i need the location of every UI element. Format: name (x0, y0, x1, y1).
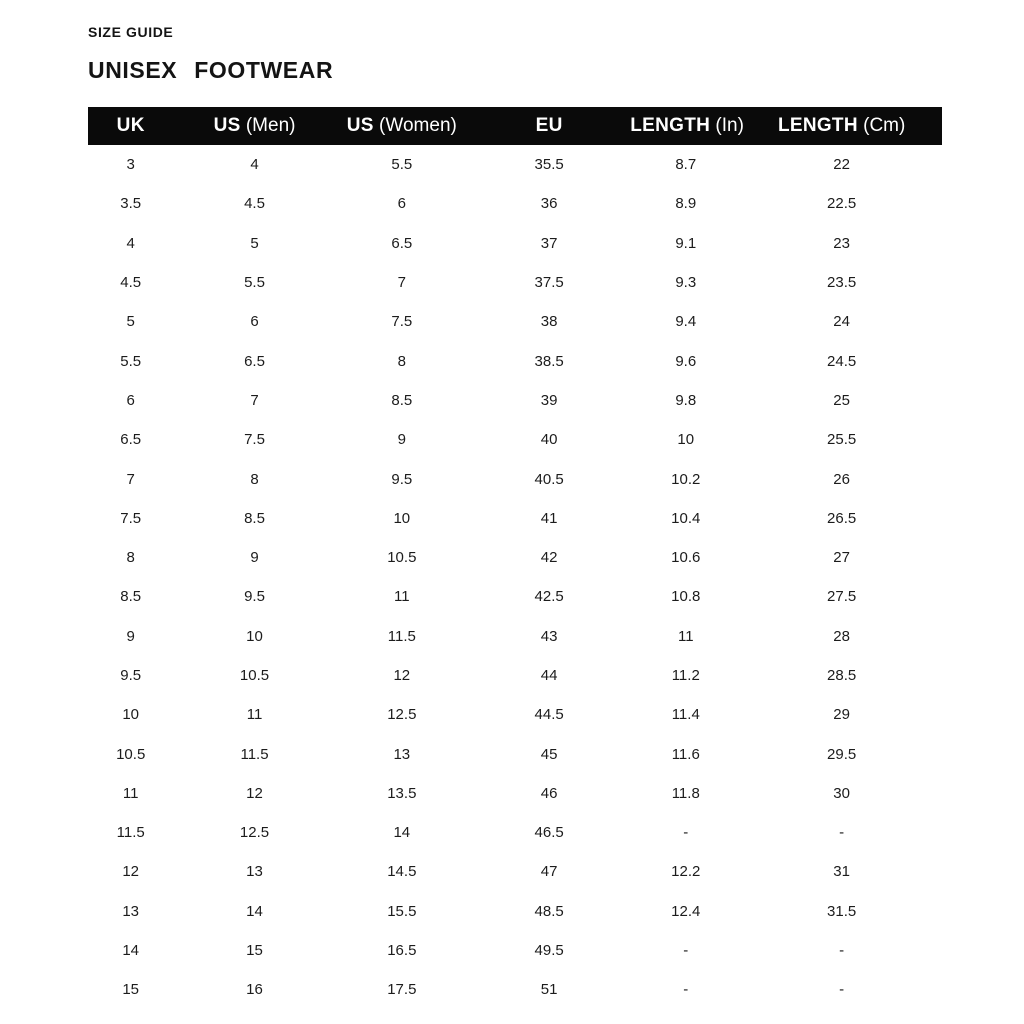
table-cell-us-men: 8 (250, 470, 259, 488)
table-cell-uk: 3 (126, 156, 135, 174)
table-cell-length-cm: 28.5 (827, 667, 857, 684)
table-cell-us-men: 10 (246, 627, 263, 645)
table-cell-uk: 9 (126, 627, 135, 645)
table-cell-uk: 11.5 (116, 824, 145, 842)
table-cell-eu: 35.5 (534, 156, 564, 174)
table-cell-us-men: 5.5 (244, 274, 265, 292)
table-cell-length-in: 10.2 (671, 470, 701, 488)
table-cell-uk: 3.5 (120, 195, 142, 213)
table-row (88, 892, 942, 931)
table-cell-eu: 47 (540, 863, 558, 881)
column-header-main: UK (116, 115, 145, 136)
table-cell-uk: 14 (122, 942, 140, 960)
table-cell-length-in: 9.4 (675, 313, 697, 331)
table-cell-uk: 7 (126, 470, 135, 488)
table-row (88, 577, 942, 616)
table-cell-us-women: 11.5 (387, 627, 416, 645)
page-title: UNISEX FOOTWEAR (88, 57, 334, 83)
table-row (88, 341, 942, 380)
column-header-length-cm (741, 107, 942, 145)
table-cell-us-women: 9.5 (391, 470, 413, 488)
table-cell-length-cm: 28 (833, 627, 850, 645)
table-cell-us-women: 8.5 (391, 391, 413, 409)
table-cell-length-in: 8.7 (675, 156, 697, 174)
table-cell-eu: 48.5 (534, 902, 564, 920)
table-cell-eu: 42 (540, 549, 558, 567)
table-row (88, 263, 942, 302)
table-cell-uk: 12 (122, 863, 140, 881)
table-cell-length-cm: 29.5 (827, 745, 857, 763)
table-cell-us-men: 9 (250, 549, 259, 567)
table-cell-length-in: 10.4 (671, 509, 701, 527)
column-header-sub: (In) (710, 115, 744, 136)
table-cell-uk: 13 (122, 902, 140, 920)
column-header-main: US (213, 115, 241, 136)
table-cell-length-cm: 29 (833, 706, 850, 724)
table-cell-eu: 44.5 (534, 706, 564, 724)
table-cell-uk: 4 (126, 234, 135, 252)
table-row (88, 302, 942, 341)
column-header-sub: (Men) (240, 115, 296, 136)
table-row (88, 656, 942, 695)
table-header-row (88, 107, 942, 145)
table-cell-length-cm: 26.5 (827, 509, 857, 527)
table-cell-us-women: 5.5 (391, 156, 413, 174)
table-cell-eu: 38 (540, 313, 558, 331)
table-row (88, 852, 942, 891)
table-cell-length-in: 9.1 (675, 234, 697, 252)
table-cell-length-in: 11.6 (671, 745, 700, 763)
table-cell-us-men: 4 (250, 156, 259, 174)
table-cell-uk: 15 (122, 981, 140, 999)
table-cell-length-cm: - (839, 942, 845, 960)
column-header-us-women (336, 107, 468, 145)
table-cell-length-cm: 30 (833, 784, 850, 802)
table-row (88, 734, 942, 773)
table-header-bar (88, 107, 942, 145)
table-cell-us-women: 6 (397, 195, 406, 213)
table-cell-us-men: 15 (246, 942, 263, 960)
table-row (88, 774, 942, 813)
table-row (88, 224, 942, 263)
table-cell-us-women: 14.5 (387, 863, 417, 881)
column-header-main: LENGTH (630, 115, 711, 136)
table-cell-length-cm: 31.5 (827, 902, 857, 920)
table-row (88, 813, 942, 852)
table-cell-us-men: 11.5 (240, 745, 269, 763)
column-header-uk (88, 107, 173, 145)
table-cell-us-men: 5 (250, 234, 259, 252)
table-cell-length-in: 9.6 (675, 352, 697, 370)
table-cell-us-men: 9.5 (244, 588, 265, 606)
table-cell-length-in: 9.3 (675, 274, 697, 292)
column-header-sub: (Cm) (857, 115, 906, 136)
table-row (88, 499, 942, 538)
table-cell-us-men: 14 (246, 902, 263, 920)
table-cell-uk: 6 (126, 391, 135, 409)
table-cell-eu: 51 (540, 981, 558, 999)
table-cell-eu: 37.5 (534, 274, 564, 292)
table-cell-length-cm: 24 (833, 313, 850, 331)
table-cell-uk: 10 (122, 706, 140, 724)
table-cell-us-women: 7.5 (391, 313, 413, 331)
table-cell-us-men: 12.5 (239, 824, 270, 842)
table-cell-uk: 5.5 (120, 352, 142, 370)
table-cell-length-cm: 24.5 (827, 352, 857, 370)
table-cell-us-men: 7 (250, 391, 259, 409)
table-cell-length-cm: 25 (833, 391, 850, 409)
table-cell-eu: 36 (540, 195, 558, 213)
table-cell-eu: 46 (540, 784, 558, 802)
table-cell-length-cm: 22 (833, 156, 850, 174)
table-cell-length-cm: - (839, 981, 845, 999)
table-cell-uk: 8 (126, 549, 135, 567)
table-cell-length-in: 8.9 (675, 195, 697, 213)
table-cell-eu: 40.5 (534, 470, 564, 488)
table-row (88, 695, 942, 734)
table-cell-length-in: 11.8 (671, 784, 700, 802)
table-cell-eu: 40 (540, 431, 558, 449)
table-cell-us-men: 10.5 (239, 667, 270, 684)
table-cell-eu: 44 (540, 667, 558, 684)
table-cell-length-cm: - (839, 824, 845, 842)
table-cell-us-men: 7.5 (244, 431, 265, 449)
table-cell-eu: 49.5 (534, 942, 564, 960)
table-cell-length-cm: 23 (833, 234, 850, 252)
table-cell-length-in: 10 (677, 431, 695, 449)
table-cell-eu: 43 (540, 627, 558, 645)
column-header-eu (468, 107, 630, 145)
size-conversion-table (88, 107, 942, 1010)
column-header-main: LENGTH (777, 115, 858, 136)
table-cell-us-men: 6.5 (244, 352, 265, 370)
table-cell-uk: 8.5 (120, 588, 142, 606)
column-header-sub: (Women) (373, 115, 457, 136)
table-cell-length-cm: 27 (833, 549, 850, 567)
table-cell-length-in: 12.4 (671, 902, 701, 920)
column-header-us-men (173, 107, 335, 145)
table-cell-length-in: 9.8 (675, 391, 697, 409)
table-cell-length-cm: 23.5 (827, 274, 857, 292)
table-cell-us-women: 12.5 (387, 706, 417, 724)
table-cell-length-cm: 27.5 (827, 588, 857, 606)
table-cell-length-in: 12.2 (671, 863, 701, 881)
column-header-length-in (630, 107, 744, 145)
table-cell-eu: 37 (540, 234, 558, 252)
table-cell-eu: 39 (540, 391, 558, 409)
table-cell-us-women: 12 (393, 667, 411, 684)
table-cell-us-women: 14 (393, 824, 411, 842)
table-cell-length-in: - (683, 942, 689, 960)
table-cell-us-men: 11 (246, 706, 263, 724)
table-cell-eu: 42.5 (534, 588, 564, 606)
table-row (88, 184, 942, 223)
table-cell-eu: 41 (540, 509, 558, 527)
table-cell-us-women: 7 (397, 274, 406, 292)
table-cell-eu: 46.5 (534, 824, 564, 842)
table-cell-uk: 6.5 (120, 431, 142, 449)
table-cell-length-in: 10.6 (671, 549, 701, 567)
table-cell-length-cm: 26 (833, 470, 850, 488)
table-row (88, 420, 942, 459)
table-row (88, 617, 942, 656)
table-cell-us-men: 4.5 (244, 195, 265, 213)
table-row (88, 931, 942, 970)
table-cell-length-cm: 22.5 (827, 195, 857, 213)
table-cell-us-women: 9 (397, 431, 406, 449)
table-cell-length-in: 11.4 (671, 706, 700, 724)
table-cell-us-women: 13 (393, 745, 411, 763)
table-cell-us-men: 12 (246, 784, 263, 802)
table-cell-us-women: 10 (393, 509, 411, 527)
table-row (88, 459, 942, 498)
table-cell-us-men: 16 (246, 981, 263, 999)
table-cell-us-men: 8.5 (244, 509, 265, 527)
table-cell-length-in: 10.8 (671, 588, 701, 606)
table-cell-us-men: 13 (246, 863, 263, 881)
table-row (88, 145, 942, 184)
table-row (88, 538, 942, 577)
table-cell-length-in: 11 (677, 627, 694, 645)
table-cell-length-in: - (683, 981, 689, 999)
table-cell-uk: 9.5 (120, 667, 142, 684)
table-cell-us-women: 13.5 (387, 784, 417, 802)
table-cell-length-cm: 31 (833, 863, 850, 881)
table-row (88, 381, 942, 420)
table-cell-uk: 10.5 (116, 745, 146, 763)
table-cell-uk: 5 (126, 313, 135, 331)
table-cell-us-women: 11 (394, 588, 410, 606)
table-cell-us-women: 8 (397, 352, 406, 370)
table-cell-uk: 4.5 (120, 274, 142, 292)
table-cell-length-in: - (683, 824, 689, 842)
table-cell-us-men: 6 (250, 313, 259, 331)
table-body (88, 145, 942, 1010)
table-cell-length-cm: 25.5 (827, 431, 857, 449)
column-header-main: US (346, 115, 374, 136)
table-cell-us-women: 17.5 (387, 981, 417, 999)
table-row (88, 970, 942, 1009)
table-cell-us-women: 10.5 (387, 549, 417, 567)
table-cell-uk: 11 (122, 784, 139, 802)
table-cell-us-women: 16.5 (387, 942, 417, 960)
column-header-main: EU (535, 115, 563, 136)
table-cell-eu: 45 (540, 745, 558, 763)
size-guide-label: SIZE GUIDE (88, 24, 174, 40)
table-cell-us-women: 15.5 (387, 902, 417, 920)
table-cell-us-women: 6.5 (391, 234, 413, 252)
table-cell-length-in: 11.2 (671, 667, 700, 684)
table-cell-uk: 7.5 (120, 509, 142, 527)
table-cell-eu: 38.5 (534, 352, 564, 370)
